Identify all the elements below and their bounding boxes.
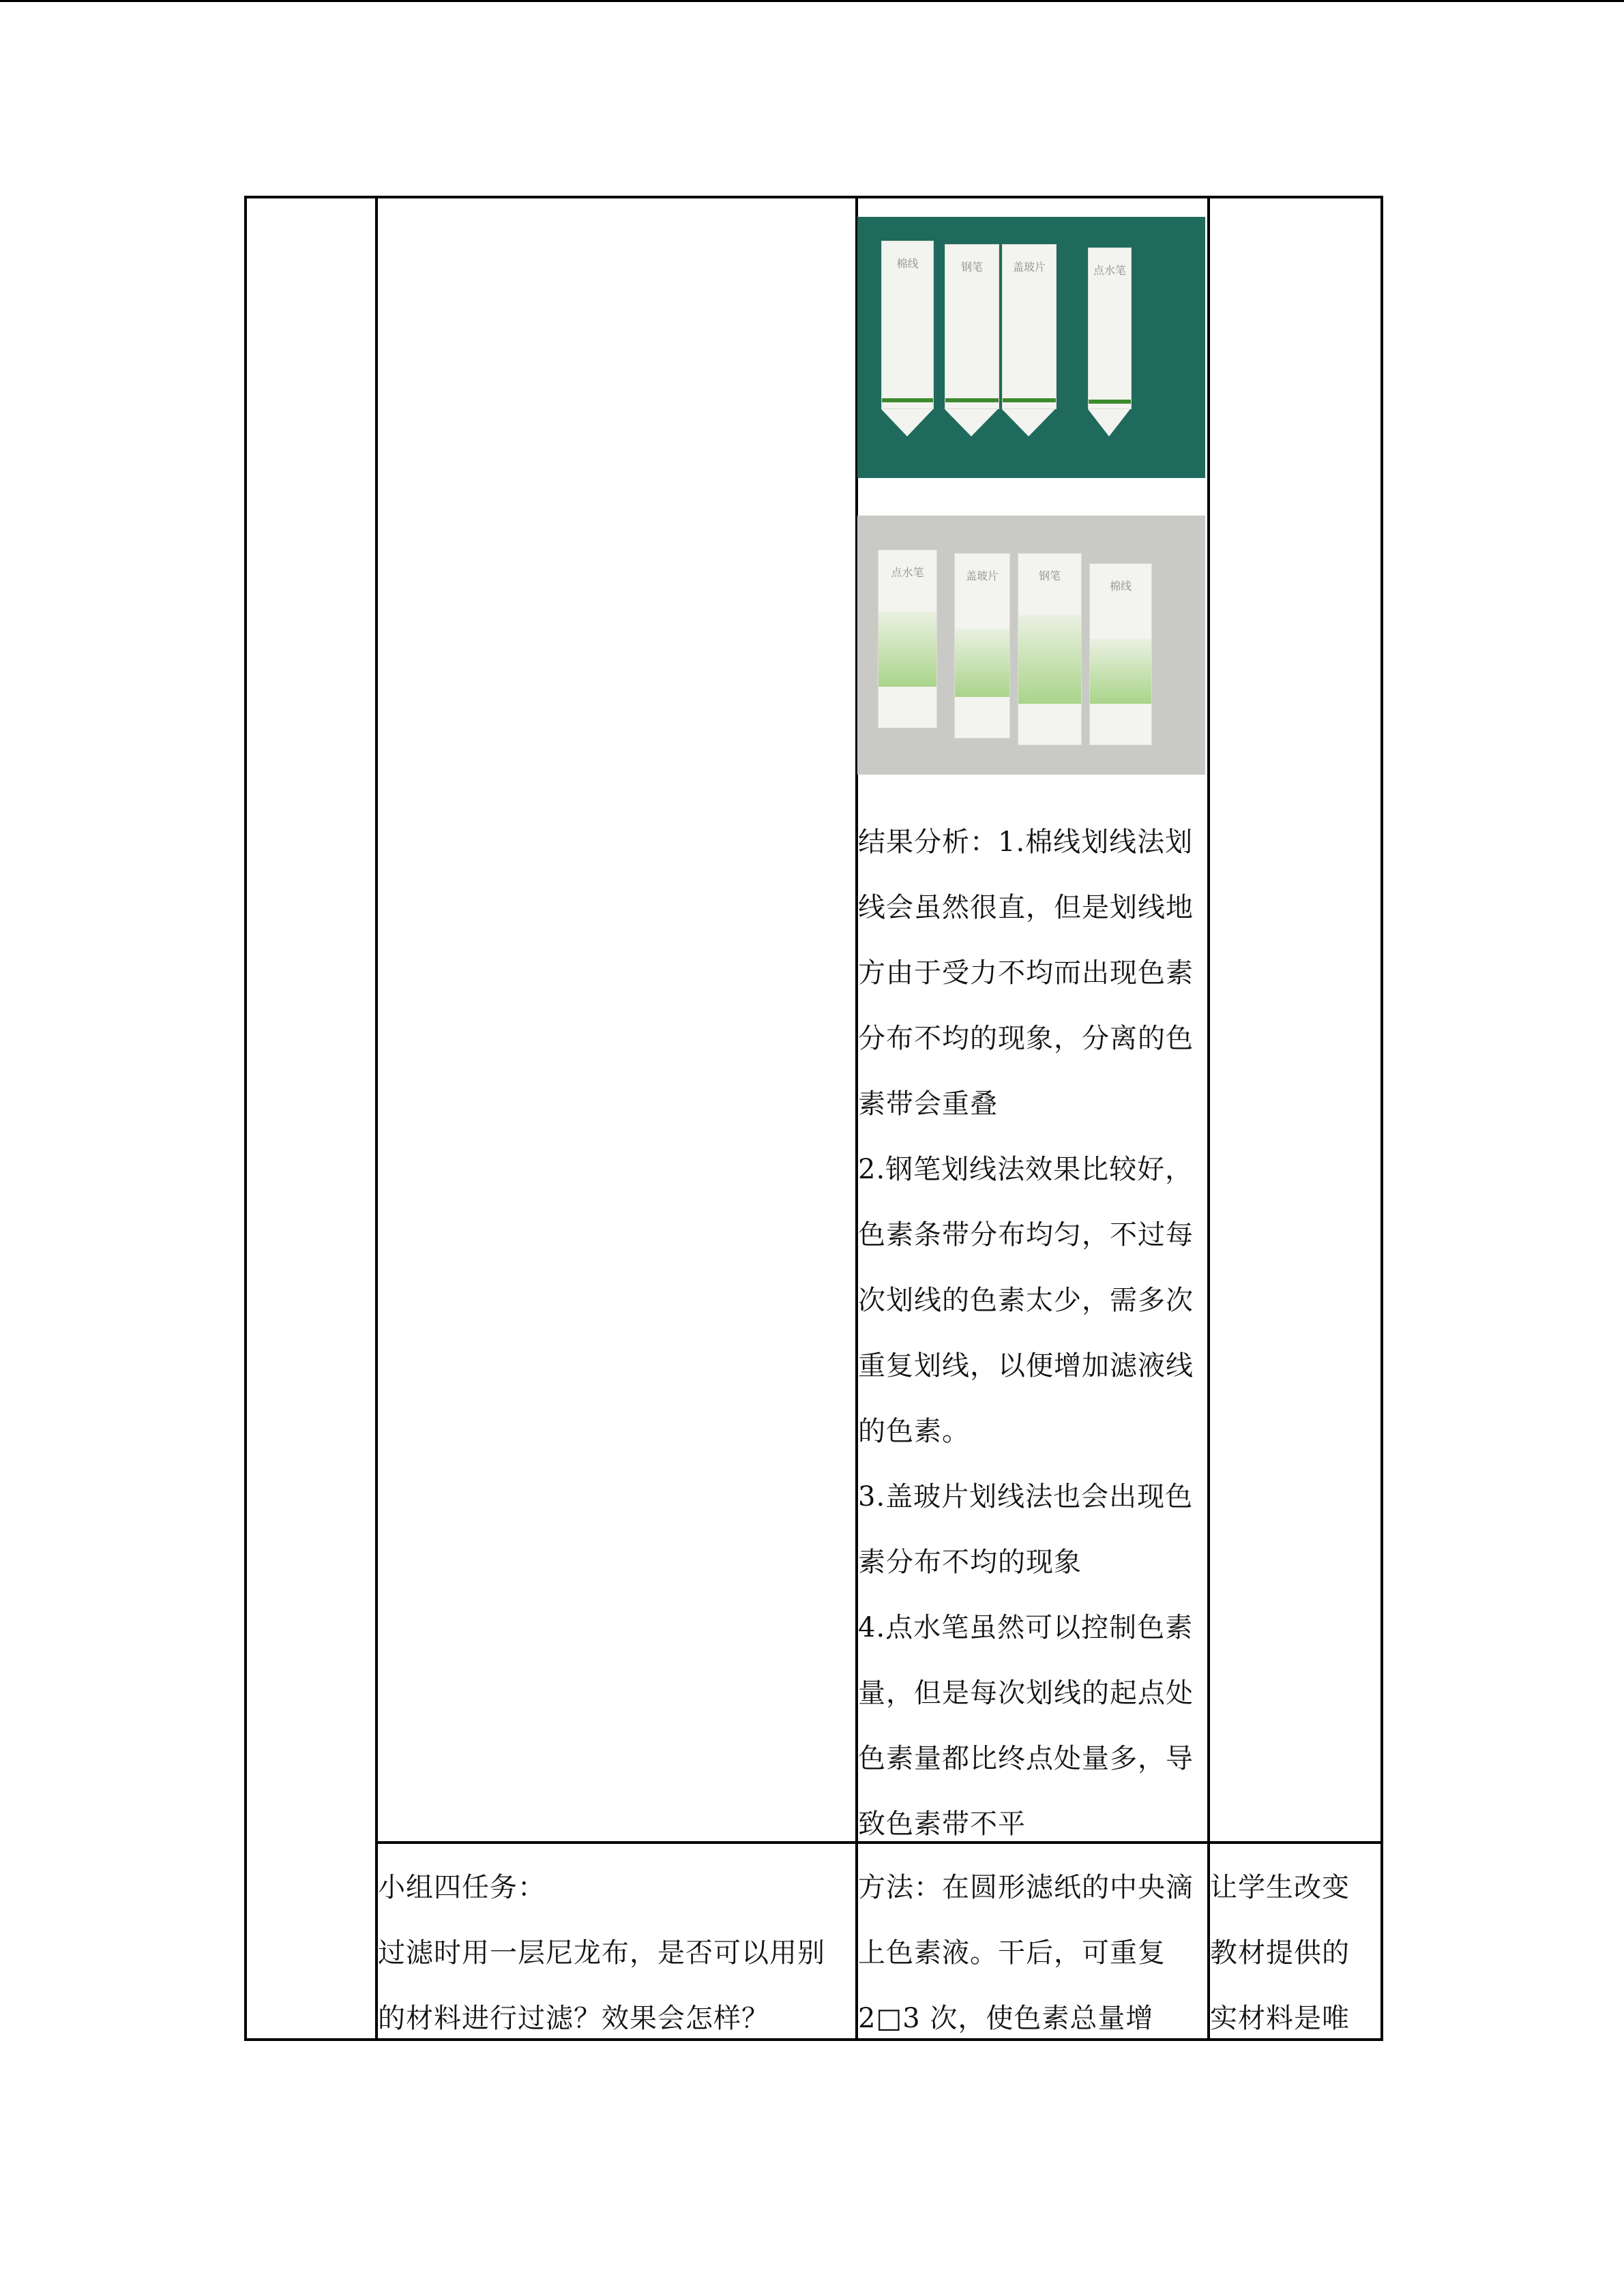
paper-strip xyxy=(1088,248,1132,409)
analysis-line: 结果分析：1.棉线划线法划 xyxy=(858,826,1194,858)
strip-label: 盖玻片 xyxy=(965,569,999,582)
paper-strip xyxy=(878,550,937,728)
group-four-title: 小组四任务： xyxy=(378,1872,546,1903)
method-line: 方法：在圆形滤纸的中央滴 xyxy=(858,1872,1194,1903)
purpose-line: 教材提供的 xyxy=(1210,1937,1350,1969)
analysis-line: 的色素。 xyxy=(858,1416,970,1447)
group-four-question: 过滤时用一层尼龙布，是否可以用别 xyxy=(378,1937,825,1969)
analysis-line: 素带会重叠 xyxy=(858,1088,998,1120)
paper-strip xyxy=(881,241,934,409)
method-line: 上色素液。干后，可重复 xyxy=(858,1937,1166,1969)
analysis-line: 素分布不均的现象 xyxy=(858,1547,1082,1578)
analysis-line: 次划线的色素太少，需多次 xyxy=(858,1285,1194,1316)
analysis-line: 致色素带不平 xyxy=(858,1808,1026,1840)
paper-strip xyxy=(954,553,1010,739)
purpose-line: 让学生改变 xyxy=(1210,1872,1350,1903)
strip-label: 钢笔 xyxy=(1038,569,1061,582)
table-col-border-4 xyxy=(1207,196,1210,2041)
table-col-border-5 xyxy=(1381,196,1383,2041)
analysis-line: 量，但是每次划线的起点处 xyxy=(858,1678,1194,1709)
chromatography-strips-photo-before xyxy=(857,217,1205,478)
analysis-line: 重复划线，以便增加滤液线 xyxy=(858,1350,1194,1382)
paper-strip xyxy=(945,244,999,409)
paper-strip xyxy=(1089,563,1152,745)
chromatography-strips-photo-after xyxy=(857,516,1205,775)
analysis-line: 方由于受力不均而出现色素 xyxy=(858,957,1194,989)
analysis-line: 色素条带分布均匀，不过每 xyxy=(858,1219,1194,1251)
analysis-line: 3.盖玻片划线法也会出现色 xyxy=(858,1481,1194,1512)
strip-label: 点水笔 xyxy=(1093,264,1126,277)
method-line: 2□3 次，使色素总量增 xyxy=(858,2003,1154,2034)
analysis-line: 分布不均的现象，分离的色 xyxy=(858,1023,1194,1054)
analysis-line: 线会虽然很直，但是划线地 xyxy=(858,892,1194,923)
table-top-border xyxy=(244,196,1383,198)
analysis-line: 4.点水笔虽然可以控制色素 xyxy=(858,1612,1194,1643)
table-col-border-1 xyxy=(244,196,247,2041)
strip-label: 盖玻片 xyxy=(1012,260,1046,273)
group-four-question: 的材料进行过滤？效果会怎样？ xyxy=(378,2003,769,2034)
purpose-line: 实材料是唯 xyxy=(1210,2003,1350,2034)
table-col-border-2 xyxy=(375,196,378,2041)
analysis-line: 色素量都比终点处量多，导 xyxy=(858,1743,1194,1774)
paper-strip xyxy=(1018,553,1082,745)
strip-label: 棉线 xyxy=(896,257,919,270)
page-top-border xyxy=(0,0,1624,2)
analysis-line: 2.钢笔划线法效果比较好， xyxy=(858,1154,1194,1185)
strip-label: 点水笔 xyxy=(891,566,924,579)
strip-label: 棉线 xyxy=(1109,580,1132,593)
paper-strip xyxy=(1002,244,1057,409)
strip-label: 钢笔 xyxy=(960,260,983,273)
